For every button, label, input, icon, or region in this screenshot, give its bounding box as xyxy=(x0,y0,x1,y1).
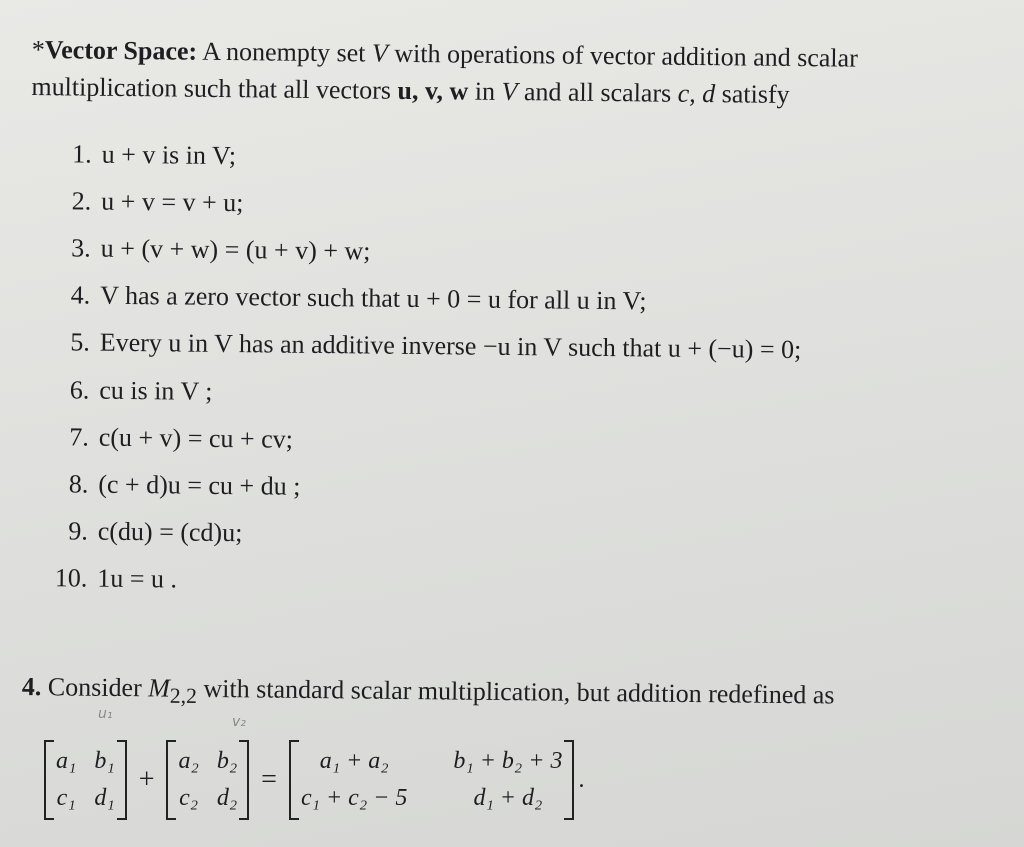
axiom-text: (c + d)u = cu + du ; xyxy=(98,469,301,501)
definition-text-1: A nonempty set xyxy=(197,36,373,68)
handwritten-note-u1: u₁ xyxy=(98,706,113,722)
axiom-number: 4. xyxy=(70,280,91,310)
axiom-number: 6. xyxy=(69,374,90,405)
definition-text-5: satisfy xyxy=(715,79,790,109)
vector-space-definition xyxy=(31,32,992,116)
axiom-text: Every u in V has an additive inverse −u in V such that u + (−u) = 0; xyxy=(99,328,802,365)
problem-statement xyxy=(22,672,1012,718)
definition-text-4: and all scalars xyxy=(517,76,678,108)
definition-text-3: in xyxy=(468,76,502,106)
problem-text-a: Consider xyxy=(41,672,149,703)
equals-sign: = xyxy=(261,764,277,795)
plus-sign: + xyxy=(138,764,155,795)
axiom-text: cu is in V ; xyxy=(99,375,213,406)
handwritten-note-v2: v₂ xyxy=(232,714,246,730)
matrix-2 xyxy=(166,740,249,820)
matrix-entry: a₁ + a₂ xyxy=(319,748,389,774)
vectors-symbol: u, v, w xyxy=(397,75,469,106)
axiom-item xyxy=(31,555,991,612)
matrix-space-subscript: 2,2 xyxy=(169,683,198,709)
axiom-text: c(du) = (cd)u; xyxy=(97,516,243,548)
axiom-number: 9. xyxy=(68,516,88,546)
axiom-list xyxy=(31,130,996,612)
set-symbol: V xyxy=(371,38,388,68)
axiom-number: 2. xyxy=(71,186,92,216)
axiom-number: 3. xyxy=(71,233,91,263)
definition-star: * xyxy=(31,34,45,65)
period: . xyxy=(578,766,585,793)
matrix-space-symbol: M xyxy=(148,673,171,703)
matrix-result xyxy=(289,740,574,820)
matrix-entry: c₁ + c₂ − 5 xyxy=(300,785,408,811)
definition-term: Vector Space: xyxy=(44,35,198,66)
matrix-entry: d₂ xyxy=(216,785,238,811)
matrix-entry: d₁ xyxy=(94,785,115,811)
problem-text-b: with standard scalar multiplication, but addition redefined as xyxy=(196,673,835,710)
axiom-number: 5. xyxy=(70,327,90,357)
scalars-symbol: c, d xyxy=(677,78,716,109)
axiom-text: u + v is in V; xyxy=(101,139,237,170)
matrix-entry: b₁ + b₂ + 3 xyxy=(453,748,563,774)
matrix-entry: c₂ xyxy=(179,785,199,811)
axiom-text: u + v = v + u; xyxy=(101,186,244,217)
matrix-entry: c₁ xyxy=(56,785,76,811)
problem-4 xyxy=(22,672,1012,718)
matrix-entry: a₂ xyxy=(178,748,199,774)
definition-text-2: with operations of vector addition and scalar multiplication such that all vectors xyxy=(31,38,858,105)
axiom-number: 1. xyxy=(72,138,92,169)
problem-number: 4. xyxy=(21,672,42,702)
addition-definition xyxy=(40,730,584,830)
axiom-text: 1u = u . xyxy=(97,563,178,594)
set-symbol-2: V xyxy=(501,76,518,106)
axiom-number: 10. xyxy=(54,563,88,593)
matrix-1 xyxy=(44,740,127,820)
matrix-entry: b₁ xyxy=(94,748,115,774)
axiom-text: V has a zero vector such that u + 0 = u for all u in V; xyxy=(100,280,647,316)
matrix-entry: d₁ + d₂ xyxy=(473,785,543,811)
axiom-text: u + (v + w) = (u + v) + w; xyxy=(100,233,371,266)
axiom-number: 8. xyxy=(68,469,89,499)
matrix-entry: b₂ xyxy=(216,748,238,774)
axiom-number: 7. xyxy=(69,422,89,452)
matrix-entry: a₁ xyxy=(56,748,77,774)
axiom-text: c(u + v) = cu + cv; xyxy=(98,422,294,454)
